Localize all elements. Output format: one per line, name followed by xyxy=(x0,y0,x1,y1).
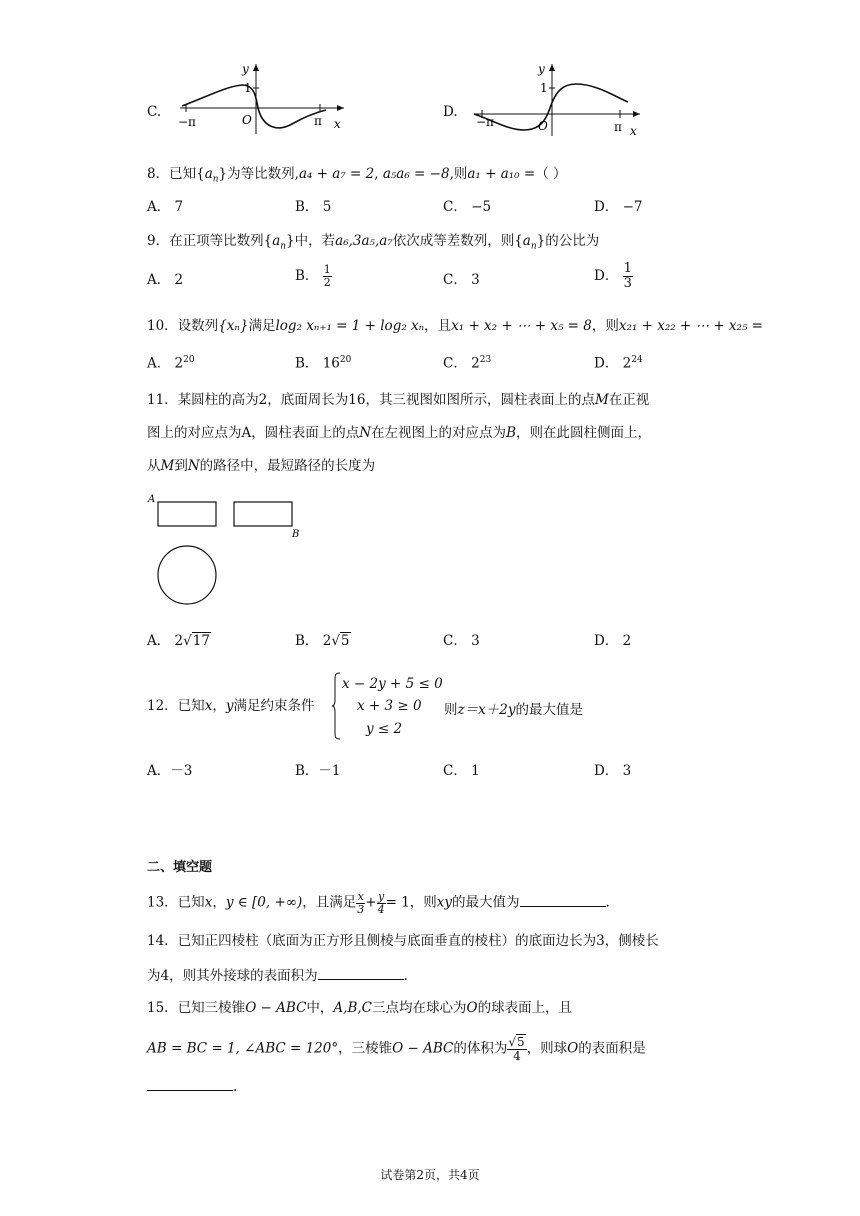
q10-option-b-letter: B． xyxy=(295,355,319,372)
q11-line3-b: 到 xyxy=(174,458,188,474)
q9-option-a[interactable] xyxy=(147,272,183,288)
q13-text-a: 已知 xyxy=(177,894,205,911)
q12-option-b-value: －1 xyxy=(318,763,341,779)
q11-line1-end: 在正视 xyxy=(608,392,650,408)
q8-option-d-letter: D． xyxy=(594,199,619,215)
q9-text-b: }中，若 xyxy=(286,233,336,249)
q12-objective: z＝x＋2y xyxy=(457,702,516,718)
q13-plus: + xyxy=(365,894,377,911)
q9-option-d[interactable] xyxy=(594,262,633,290)
q15-text-a: 已知三棱锥 xyxy=(177,1000,246,1016)
q10-option-a-exp: 20 xyxy=(183,355,195,365)
q7c-axis-x: x xyxy=(334,117,341,131)
q9-option-b[interactable] xyxy=(295,264,332,288)
q11-M: M xyxy=(594,392,609,408)
q15-pyr: O − ABC xyxy=(245,1000,307,1016)
q10-option-c-exp: 23 xyxy=(479,355,492,365)
q13-x: x xyxy=(204,894,213,911)
q8-target: a₁ + a₁₀ = xyxy=(467,166,536,182)
q9-option-b-fraction xyxy=(323,264,332,288)
q12-number: 12． xyxy=(147,698,178,714)
q11-three-view-figure xyxy=(144,490,314,610)
q15-volume-rad: 5 xyxy=(516,1035,525,1049)
page-footer: 试卷第2页，共4页 xyxy=(380,1168,480,1182)
q12-text-d: 的最大值是 xyxy=(515,702,583,718)
q10-option-b-base: 16 xyxy=(322,355,340,372)
q14-answer-blank[interactable] xyxy=(318,967,404,980)
q9-terms: a₆,3a₅,a₇ xyxy=(335,233,393,249)
q13-frac-1-den: 3 xyxy=(357,902,365,916)
q9-option-d-den: 3 xyxy=(623,275,632,291)
q9-a: a xyxy=(272,233,281,249)
q15-number: 15． xyxy=(147,1000,178,1016)
q10-relation: log₂ xₙ₊₁ = 1 + log₂ xₙ xyxy=(275,318,425,334)
q12-brace xyxy=(331,672,341,740)
q11-option-d-letter: D． xyxy=(594,633,619,649)
q12-option-d-letter: D． xyxy=(594,763,619,779)
q8-text-a: 已知{ xyxy=(169,166,205,182)
q13-answer-blank[interactable] xyxy=(520,894,606,907)
q11-line2-a: 图上的对应点为 xyxy=(147,425,242,441)
q10-number: 10． xyxy=(147,318,178,334)
q15-cond: AB = BC = 1, ∠ABC = 120° xyxy=(147,1040,339,1057)
q13-xy: xy xyxy=(436,894,453,911)
q8-option-b[interactable] xyxy=(295,199,331,215)
q13-number: 13． xyxy=(147,894,178,911)
q12-stem-right xyxy=(444,698,583,718)
q7c-neg-pi: −π xyxy=(178,115,196,129)
q10-text-a: 设数列 xyxy=(177,318,219,334)
q7d-pi: π xyxy=(614,120,622,134)
q9-n2: n xyxy=(530,241,537,252)
q15-O: O xyxy=(466,1000,478,1016)
q12-option-a[interactable] xyxy=(147,763,192,779)
q10-option-a-letter: A． xyxy=(147,355,171,372)
q13-frac-2-den: 4 xyxy=(377,902,385,916)
q8-stem: 8．已知$\{a_n\}$为等比数列,a₄ + a₇ = 2, a₅a₆ = −8,则a₁ + a₁₀ =（ ） xyxy=(147,166,567,185)
q13-frac-2 xyxy=(377,891,386,915)
q14-end: . xyxy=(403,968,408,984)
q11-N: N xyxy=(359,425,372,441)
q12-text-b: 满足约束条件 xyxy=(233,698,315,714)
q10-option-c-letter: C． xyxy=(443,355,467,372)
q9-option-a-value: 2 xyxy=(174,272,184,288)
q13-frac-1 xyxy=(356,891,365,915)
q10-option-c-base: 2 xyxy=(471,355,480,372)
q7c-axis-y: y xyxy=(242,62,249,76)
q11-N2: N xyxy=(187,458,200,474)
q10-seq: {xₙ} xyxy=(218,318,249,334)
q7c-pi: π xyxy=(314,114,322,128)
q14-line1-text: 已知正四棱柱（底面为正方形且侧棱与底面垂直的棱柱）的底面边长为3，侧棱长 xyxy=(177,933,659,949)
q15-line2 xyxy=(147,1036,646,1062)
q13-eq: = 1 xyxy=(385,894,410,911)
q15-text-c: 三点均在球心为 xyxy=(372,1000,467,1016)
q9-option-d-letter: D． xyxy=(594,268,619,285)
q11-fig-a: A xyxy=(148,494,156,505)
q9-stem xyxy=(147,233,599,252)
q9-option-d-fraction xyxy=(623,262,633,290)
q7d-axis-one: 1 xyxy=(540,81,548,95)
q11-side-view xyxy=(234,502,292,526)
q12-option-c-letter: C． xyxy=(443,763,467,779)
q10-option-d-base: 2 xyxy=(622,355,632,372)
q12-constraint-2: x + 3 ≥ 0 xyxy=(357,698,422,714)
q10-option-a-base: 2 xyxy=(174,355,184,372)
q10-option-b[interactable] xyxy=(295,355,351,372)
q7d-axis-y: y xyxy=(538,62,545,76)
q8-option-d[interactable] xyxy=(594,199,643,215)
q9-text-c: 依次成等差数列，则{ xyxy=(392,233,523,249)
section-fill-in-title: 二、填空题 xyxy=(147,860,213,875)
q11-front-view xyxy=(158,502,216,526)
q7d-axis-x: x xyxy=(630,124,637,138)
q11-line3-a: 从 xyxy=(147,458,161,474)
q11-option-a-rad: 17 xyxy=(192,633,210,649)
q15-text-g: ，则球 xyxy=(526,1040,568,1057)
q10-option-d-exp: 24 xyxy=(631,355,643,365)
q13-frac-1-num: x xyxy=(357,890,364,903)
q13-text-c: ，且满足 xyxy=(302,894,357,911)
q9-text-d: }的公比为 xyxy=(536,233,600,249)
q10-text-b: 满足 xyxy=(248,318,276,334)
q12-option-a-letter: A． xyxy=(147,763,171,779)
q13-end: . xyxy=(605,894,610,911)
q15-text-f: 的体积为 xyxy=(453,1040,508,1057)
q12-option-d-value: 3 xyxy=(622,763,632,779)
q12-text-c: 则 xyxy=(444,702,458,718)
q12-option-c-value: 1 xyxy=(471,763,480,779)
q12-option-d[interactable] xyxy=(594,763,631,779)
q11-fig-b: B xyxy=(292,529,300,540)
q11-line2-b: ，圆柱表面上的点 xyxy=(251,425,360,441)
q8-option-d-value: −7 xyxy=(622,199,643,215)
q12-text-a: 已知 xyxy=(177,698,205,714)
q7-option-c-label: C. xyxy=(147,104,162,120)
q11-option-a-letter: A． xyxy=(147,633,171,649)
q9-text-a: 在正项等比数列{ xyxy=(169,233,273,249)
q9-number: 9． xyxy=(147,233,170,249)
q12-constraint-3: y ≤ 2 xyxy=(366,721,403,737)
q13-stem xyxy=(147,891,610,915)
q14-line1 xyxy=(147,933,659,949)
q10-option-d[interactable] xyxy=(594,355,643,372)
q15-line1 xyxy=(147,1000,572,1016)
q11-option-d[interactable] xyxy=(594,633,631,649)
q13-text-d: ，则 xyxy=(409,894,437,911)
q11-option-b-rad: 5 xyxy=(340,633,350,649)
q10-stem xyxy=(147,318,763,334)
q11-option-b-letter: B． xyxy=(295,633,319,649)
q8-option-b-value: 5 xyxy=(322,199,332,215)
q8-cond1: a₄ + a₇ = 2 xyxy=(298,166,375,182)
q8-cond2: a₅a₆ = −8 xyxy=(382,166,450,182)
q12-option-b[interactable] xyxy=(295,763,341,779)
q9-option-b-letter: B． xyxy=(295,267,319,284)
q11-B: B xyxy=(506,425,516,441)
q10-text-d: ，则 xyxy=(591,318,619,334)
q11-line1-text: 某圆柱的高为2，底面周长为16，其三视图如图所示，圆柱表面上的点 xyxy=(177,392,595,408)
q11-A: A xyxy=(241,425,252,441)
q15-pyr2: O − ABC xyxy=(392,1040,454,1057)
q8-a: a xyxy=(204,166,213,182)
q12-constraint-1: x − 2y + 5 ≤ 0 xyxy=(342,676,443,692)
q11-option-c-letter: C． xyxy=(443,633,467,649)
q11-number: 11． xyxy=(147,392,178,408)
q9-n: n xyxy=(280,241,287,252)
q13-text-e: 的最大值为 xyxy=(452,894,520,911)
q11-option-c-value: 3 xyxy=(471,633,480,649)
q9-option-c-letter: C． xyxy=(443,272,467,288)
q8-number: 8． xyxy=(147,166,170,182)
q15-volume-num: √5 xyxy=(508,1035,525,1049)
q11-line2-d: ，则在此圆柱侧面上， xyxy=(515,425,651,441)
q8-option-a-letter: A． xyxy=(147,199,171,215)
q10-option-b-exp: 20 xyxy=(339,355,352,365)
q7-option-c-graph xyxy=(168,58,350,138)
q8-paren: （ ） xyxy=(535,166,567,182)
q13-frac-2-num: y xyxy=(377,890,385,903)
q10-option-c[interactable] xyxy=(443,355,491,372)
q9-option-b-den: 2 xyxy=(323,275,331,289)
q15-volume-den: 4 xyxy=(513,1048,521,1063)
q15-volume-frac xyxy=(507,1036,526,1062)
q15-text-h: 的表面积是 xyxy=(578,1040,646,1057)
q11-line1 xyxy=(147,392,649,408)
q9-a2: a xyxy=(522,233,531,249)
q7-option-d-label: D. xyxy=(443,104,458,120)
q8-option-b-letter: B． xyxy=(295,199,319,215)
q15-answer-blank[interactable] xyxy=(147,1078,233,1091)
q9-option-c-value: 3 xyxy=(471,272,480,288)
q11-option-b[interactable]: B． 2√5 xyxy=(295,633,350,649)
q11-option-c[interactable] xyxy=(443,633,480,649)
q11-top-view xyxy=(158,546,216,604)
q14-line2 xyxy=(147,967,408,984)
q9-option-b-num: 1 xyxy=(323,263,331,276)
q12-option-b-letter: B． xyxy=(295,763,319,779)
q7d-origin: O xyxy=(538,119,548,133)
q11-line2-c: 在左视图上的对应点为 xyxy=(371,425,507,441)
q10-option-a[interactable] xyxy=(147,355,195,372)
q9-option-a-letter: A． xyxy=(147,272,171,288)
q7-option-d-graph xyxy=(466,58,648,138)
q11-option-a[interactable]: A． 2√17 xyxy=(147,633,210,649)
q12-stem-left xyxy=(147,698,314,714)
q10-target: x₂₁ + x₂₂ + ⋯ + x₂₅ = xyxy=(618,318,763,334)
q11-option-b-coef: 2 xyxy=(322,633,332,649)
q7d-neg-pi: −π xyxy=(476,115,494,129)
q8-option-a-value: 7 xyxy=(174,199,184,215)
q11-line3 xyxy=(147,458,375,474)
q8-text-c: ,则 xyxy=(449,166,468,182)
q13-text-b: ， xyxy=(212,894,226,911)
q11-option-a-coef: 2 xyxy=(174,633,184,649)
q11-line2 xyxy=(147,425,651,441)
q12-option-c[interactable] xyxy=(443,763,480,779)
q15-text-e: ，三棱锥 xyxy=(338,1040,393,1057)
q15-text-b: 中， xyxy=(306,1000,334,1016)
q8-option-c-value: −5 xyxy=(471,199,492,215)
q12-y: y xyxy=(225,698,234,714)
q9-option-d-num: 1 xyxy=(623,261,632,276)
q12-x: x xyxy=(204,698,213,714)
q14-number: 14． xyxy=(147,933,178,949)
q10-option-d-letter: D． xyxy=(594,355,619,372)
q11-option-d-value: 2 xyxy=(622,633,632,649)
q10-text-c: ，且 xyxy=(424,318,452,334)
q15-O2: O xyxy=(567,1040,579,1057)
q9-option-c[interactable] xyxy=(443,272,480,288)
q11-line3-c: 的路径中，最短路径的长度为 xyxy=(199,458,376,474)
q8-text-b: }为等比数列, xyxy=(218,166,299,182)
q13-domain: y ∈ [0, +∞) xyxy=(225,894,303,911)
q7c-origin: O xyxy=(242,113,252,127)
q8-option-a[interactable] xyxy=(147,199,183,215)
q7c-axis-one: 1 xyxy=(244,81,252,95)
q14-line2-text: 为4，则其外接球的表面积为 xyxy=(147,968,318,984)
q8-option-c[interactable] xyxy=(443,199,491,215)
q12-comma: ， xyxy=(212,698,226,714)
q15-text-d: 的球表面上，且 xyxy=(477,1000,573,1016)
q15-line3 xyxy=(147,1078,237,1095)
q8-option-c-letter: C． xyxy=(443,199,467,215)
q12-option-a-value: －3 xyxy=(170,763,193,779)
q11-M2: M xyxy=(160,458,175,474)
q8-n: n xyxy=(212,174,219,185)
q15-pts: A,B,C xyxy=(333,1000,372,1016)
q10-sum-cond: x₁ + x₂ + ⋯ + x₅ = 8 xyxy=(451,318,592,334)
q15-end: . xyxy=(233,1079,238,1095)
